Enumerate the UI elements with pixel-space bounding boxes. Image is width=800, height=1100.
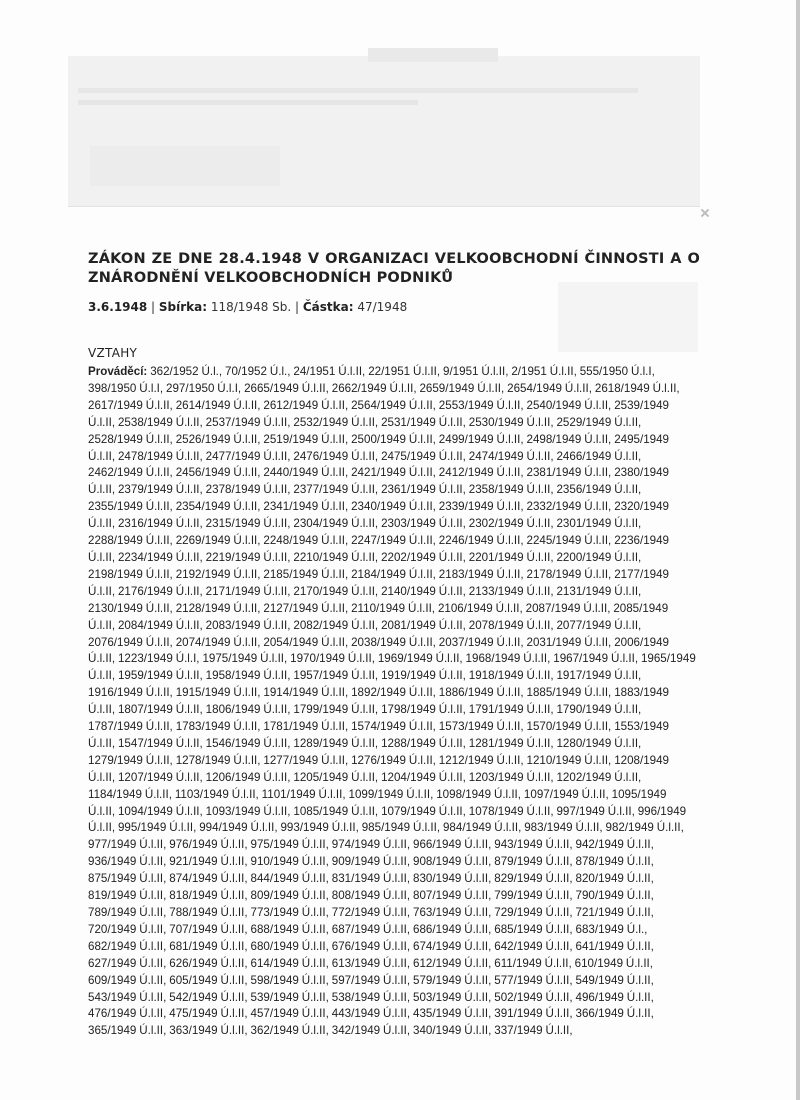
sbirka-value: 118/1948 Sb. [207,300,292,314]
faded-heading-block [368,48,498,62]
castka-label: Částka: [302,300,354,314]
relations-label: Prováděcí: [88,365,148,378]
faded-text-line [78,100,418,105]
faded-header-banner [68,56,700,207]
relations-paragraph [88,364,696,1040]
section-heading-relations: VZTAHY [88,346,138,360]
publication-date: 3.6.1948 [88,300,148,314]
faded-text-line [78,88,638,93]
sbirka-label: Sbírka: [158,300,208,314]
page-edge-shadow [796,0,800,1100]
document-meta [88,300,407,314]
relations-list: 362/1952 Ú.l., 70/1952 Ú.l., 24/1951 Ú.l.II, 22/1951 Ú.l.II, 9/1951 Ú.l.II, 2/1951 Ú.l.II, 555/1950 Ú.l.I, 398/1950 Ú.l.I, 297/1950 Ú.l.I, 2665/1949 Ú.l.II, 2662/1949 Ú.l.II, 2659/1949 Ú.l.II, 2654/1949 Ú.l.II, 2618/1949 Ú.l.II, 2617/1949 Ú.l.II, 2614/1949 Ú.l.II, 2612/1949 Ú.l.II, 2564/1949 Ú.l.II, 2553/1949 Ú.l.II, 2540/1949 Ú.l.II, 2539/1949 Ú.l.II, 2538/1949 Ú.l.II, 2537/1949 Ú.l.II, 2532/1949 Ú.l.II, 2531/1949 Ú.l.II, 2530/1949 Ú.l.II, 2529/1949 Ú.l.II, 2528/1949 Ú.l.II, 2526/1949 Ú.l.II, 2519/1949 Ú.l.II, 2500/1949 Ú.l.II, 2499/1949 Ú.l.II, 2498/1949 Ú.l.II, 2495/1949 Ú.l.II, 2478/1949 Ú.l.II, 2477/1949 Ú.l.II, 2476/1949 Ú.l.II, 2475/1949 Ú.l.II, 2474/1949 Ú.l.II, 2466/1949 Ú.l.II, 2462/1949 Ú.l.II, 2456/1949 Ú.l.II, 2440/1949 Ú.l.II, 2421/1949 Ú.l.II, 2412/1949 Ú.l.II, 2381/1949 Ú.l.II, 2380/1949 Ú.l.II, 2379/1949 Ú.l.II, 2378/1949 Ú.l.II, 2377/1949 Ú.l.II, 2361/1949 Ú.l.II, 2358/1949 Ú.l.II, 2356/1949 Ú.l.II, 2355/1949 Ú.l.II, 2354/1949 Ú.l.II, 2341/1949 Ú.l.II, 2340/1949 Ú.l.II, 2339/1949 Ú.l.II, 2332/1949 Ú.l.II, 2320/1949 Ú.l.II, 2316/1949 Ú.l.II, 2315/1949 Ú.l.II, 2304/1949 Ú.l.II, 2303/1949 Ú.l.II, 2302/1949 Ú.l.II, 2301/1949 Ú.l.II, 2288/1949 Ú.l.II, 2269/1949 Ú.l.II, 2248/1949 Ú.l.II, 2247/1949 Ú.l.II, 2246/1949 Ú.l.II, 2245/1949 Ú.l.II, 2236/1949 Ú.l.II, 2234/1949 Ú.l.II, 2219/1949 Ú.l.II, 2210/1949 Ú.l.II, 2202/1949 Ú.l.II, 2201/1949 Ú.l.II, 2200/1949 Ú.l.II, 2198/1949 Ú.l.II, 2192/1949 Ú.l.II, 2185/1949 Ú.l.II, 2184/1949 Ú.l.II, 2183/1949 Ú.l.II, 2178/1949 Ú.l.II, 2177/1949 Ú.l.II, 2176/1949 Ú.l.II, 2171/1949 Ú.l.II, 2170/1949 Ú.l.II, 2140/1949 Ú.l.II, 2133/1949 Ú.l.II, 2131/1949 Ú.l.II, 2130/1949 Ú.l.II, 2128/1949 Ú.l.II, 2127/1949 Ú.l.II, 2110/1949 Ú.l.II, 2106/1949 Ú.l.II, 2087/1949 Ú.l.II, 2085/1949 Ú.l.II, 2084/1949 Ú.l.II, 2083/1949 Ú.l.II, 2082/1949 Ú.l.II, 2081/1949 Ú.l.II, 2078/1949 Ú.l.II, 2077/1949 Ú.l.II, 2076/1949 Ú.l.II, 2074/1949 Ú.l.II, 2054/1949 Ú.l.II, 2038/1949 Ú.l.II, 2037/1949 Ú.l.II, 2031/1949 Ú.l.II, 2006/1949 Ú.l.II, 1223/1949 Ú.l.I, 1975/1949 Ú.l.II, 1970/1949 Ú.l.II, 1969/1949 Ú.l.II, 1968/1949 Ú.l.II, 1967/1949 Ú.l.II, 1965/1949 Ú.l.II, 1959/1949 Ú.l.II, 1958/1949 Ú.l.II, 1957/1949 Ú.l.II, 1919/1949 Ú.l.II, 1918/1949 Ú.l.II, 1917/1949 Ú.l.II, 1916/1949 Ú.l.II, 1915/1949 Ú.l.II, 1914/1949 Ú.l.II, 1892/1949 Ú.l.II, 1886/1949 Ú.l.II, 1885/1949 Ú.l.II, 1883/1949 Ú.l.II, 1807/1949 Ú.l.II, 1806/1949 Ú.l.II, 1799/1949 Ú.l.II, 1798/1949 Ú.l.II, 1791/1949 Ú.l.II, 1790/1949 Ú.l.II, 1787/1949 Ú.l.II, 1783/1949 Ú.l.II, 1781/1949 Ú.l.II, 1574/1949 Ú.l.II, 1573/1949 Ú.l.II, 1570/1949 Ú.l.II, 1553/1949 Ú.l.II, 1547/1949 Ú.l.II, 1546/1949 Ú.l.II, 1289/1949 Ú.l.II, 1288/1949 Ú.l.II, 1281/1949 Ú.l.II, 1280/1949 Ú.l.II, 1279/1949 Ú.l.II, 1278/1949 Ú.l.II, 1277/1949 Ú.l.II, 1276/1949 Ú.l.II, 1212/1949 Ú.l.II, 1210/1949 Ú.l.II, 1208/1949 Ú.l.II, 1207/1949 Ú.l.II, 1206/1949 Ú.l.II, 1205/1949 Ú.l.II, 1204/1949 Ú.l.II, 1203/1949 Ú.l.II, 1202/1949 Ú.l.II, 1184/1949 Ú.l.II, 1103/1949 Ú.l.II, 1101/1949 Ú.l.II, 1099/1949 Ú.l.II, 1098/1949 Ú.l.II, 1097/1949 Ú.l.II, 1095/1949 Ú.l.II, 1094/1949 Ú.l.II, 1093/1949 Ú.l.II, 1085/1949 Ú.l.II, 1079/1949 Ú.l.II, 1078/1949 Ú.l.II, 997/1949 Ú.l.II, 996/1949 Ú.l.II, 995/1949 Ú.l.II, 994/1949 Ú.l.II, 993/1949 Ú.l.II, 985/1949 Ú.l.II, 984/1949 Ú.l.II, 983/1949 Ú.l.II, 982/1949 Ú.l.II, 977/1949 Ú.l.II, 976/1949 Ú.l.II, 975/1949 Ú.l.II, 974/1949 Ú.l.II, 966/1949 Ú.l.II, 943/1949 Ú.l.II, 942/1949 Ú.l.II, 936/1949 Ú.l.II, 921/1949 Ú.l.II, 910/1949 Ú.l.II, 909/1949 Ú.l.II, 908/1949 Ú.l.II, 879/1949 Ú.l.II, 878/1949 Ú.l.II, 875/1949 Ú.l.II, 874/1949 Ú.l.II, 844/1949 Ú.l.II, 831/1949 Ú.l.II, 830/1949 Ú.l.II, 829/1949 Ú.l.II, 820/1949 Ú.l.II, 819/1949 Ú.l.II, 818/1949 Ú.l.II, 809/1949 Ú.l.II, 808/1949 Ú.l.II, 807/1949 Ú.l.II, 799/1949 Ú.l.II, 790/1949 Ú.l.II, 789/1949 Ú.l.II, 788/1949 Ú.l.II, 773/1949 Ú.l.II, 772/1949 Ú.l.II, 763/1949 Ú.l.II, 729/1949 Ú.l.II, 721/1949 Ú.l.II, 720/1949 Ú.l.II, 707/1949 Ú.l.II, 688/1949 Ú.l.II, 687/1949 Ú.l.II, 686/1949 Ú.l.II, 685/1949 Ú.l.II, 683/1949 Ú.l., 682/1949 Ú.l.II, 681/1949 Ú.l.II, 680/1949 Ú.l.II, 676/1949 Ú.l.II, 674/1949 Ú.l.II, 642/1949 Ú.l.II, 641/1949 Ú.l.II, 627/1949 Ú.l.II, 626/1949 Ú.l.II, 614/1949 Ú.l.II, 613/1949 Ú.l.II, 612/1949 Ú.l.II, 611/1949 Ú.l.II, 610/1949 Ú.l.II, 609/1949 Ú.l.II, 605/1949 Ú.l.II, 598/1949 Ú.l.II, 597/1949 Ú.l.II, 579/1949 Ú.l.II, 577/1949 Ú.l.II, 549/1949 Ú.l.II, 543/1949 Ú.l.II, 542/1949 Ú.l.II, 539/1949 Ú.l.II, 538/1949 Ú.l.II, 503/1949 Ú.l.II, 502/1949 Ú.l.II, 496/1949 Ú.l.II, 476/1949 Ú.l.II, 475/1949 Ú.l.II, 457/1949 Ú.l.II, 443/1949 Ú.l.II, 435/1949 Ú.l.II, 391/1949 Ú.l.II, 366/1949 Ú.l.II, 365/1949 Ú.l.II, 363/1949 Ú.l.II, 362/1949 Ú.l.II, 342/1949 Ú.l.II, 340/1949 Ú.l.II, 337/1949 Ú.l.II, [88,365,696,1038]
scan-smudge [558,282,698,352]
stray-pen-mark [700,208,710,218]
meta-separator: | [147,300,159,314]
meta-separator: | [291,300,303,314]
faded-logo [90,146,280,186]
document-title: ZÁKON ZE DNE 28.4.1948 V ORGANIZACI VELKOOBCHODNÍ ČINNOSTI A O ZNÁRODNĚNÍ VELKOOBCHODNÍCH PODNIKŮ [88,251,700,286]
castka-value: 47/1948 [353,300,408,314]
